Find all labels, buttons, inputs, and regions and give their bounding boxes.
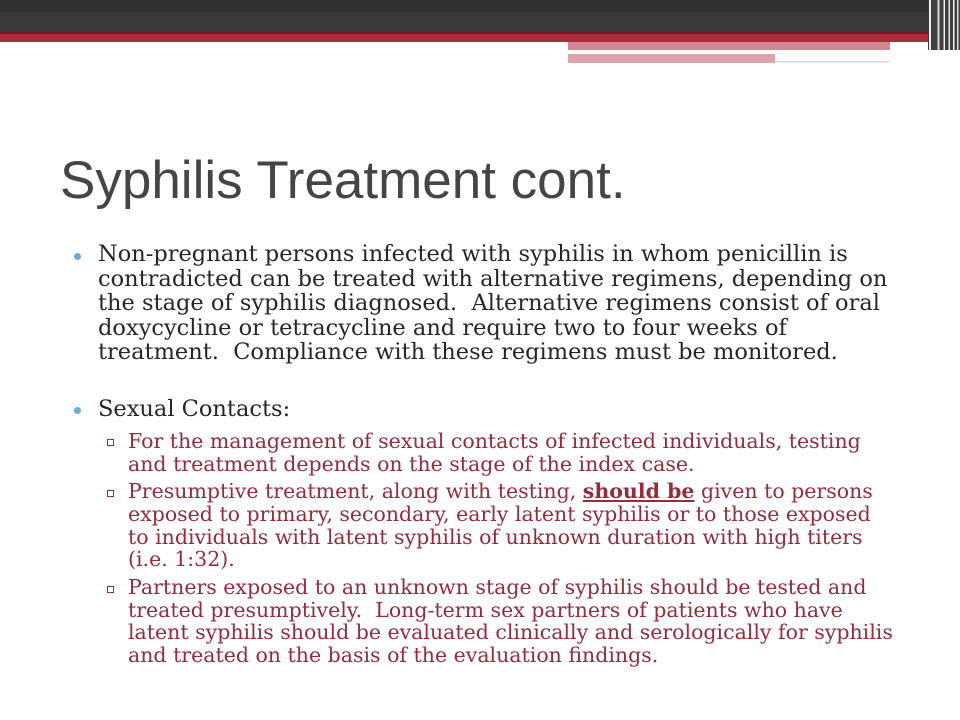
sub-bullet-line: and treatment depends on the stage of the index case. (128, 451, 695, 476)
sub-bullet-text: Presumptive treatment, along with testing, (128, 479, 583, 504)
square-bullet-icon (107, 586, 114, 593)
square-bullet-icon (107, 439, 114, 446)
stripe-line (953, 0, 955, 50)
right-edge-stripes (928, 0, 960, 50)
slide-body (0, 242, 960, 667)
top-red-band-edge (0, 32, 928, 34)
sub-bullet-line: exposed to primary, secondary, early latent syphilis or to those exposed (128, 501, 871, 526)
sub-bullet-line: and treated on the basis of the evaluation findings. (128, 643, 659, 668)
sub-bullet-item (98, 430, 960, 475)
top-dark-bar-shade (0, 0, 928, 12)
sub-bullet-item (98, 480, 960, 571)
bullet-line: Non-pregnant persons infected with syphilis in whom penicillin is (98, 241, 848, 267)
sub-bullet-text: given to persons (694, 479, 873, 504)
sub-bullet-line: treated presumptively. Long-term sex partners of patients who have (128, 597, 843, 622)
thin-gray-rule (775, 61, 889, 63)
stripe-line (929, 0, 931, 50)
bullet-line: treatment. Compliance with these regimens must be monitored. (98, 339, 838, 365)
square-bullet-icon (107, 490, 114, 497)
bullet-line: contradicted can be treated with alternative regimens, depending on (98, 265, 888, 292)
bullet-item (0, 242, 960, 365)
stripe-line (938, 0, 940, 50)
bullet-icon (74, 407, 81, 414)
sub-bullet-line: For the management of sexual contacts of infected individuals, testing (128, 428, 861, 453)
bullet-heading: Sexual Contacts: (98, 395, 291, 422)
stripe-line (944, 0, 946, 50)
emphasized-text: should be (582, 479, 695, 504)
sub-bullet-line: Partners exposed to an unknown stage of syphilis should be tested and (128, 575, 867, 600)
bullet-item (0, 397, 960, 667)
sub-bullet-line: (i.e. 1:32). (128, 547, 235, 572)
bullet-icon (74, 253, 81, 260)
sub-bullet-list (98, 430, 960, 667)
header-decoration (0, 0, 960, 66)
stripe-line (957, 0, 959, 50)
pink-band-lower (568, 54, 775, 63)
sub-bullet-line: latent syphilis should be evaluated clinically and serologically for syphilis (128, 620, 893, 645)
sub-bullet-line (128, 480, 960, 503)
sub-bullet-line: to individuals with latent syphilis of unknown duration with high titers (128, 524, 863, 549)
sub-bullet-item (98, 576, 960, 667)
pink-band-upper (568, 42, 890, 50)
stripe-line (949, 0, 951, 50)
slide-title: Syphilis Treatment cont. (60, 151, 626, 210)
bullet-line: the stage of syphilis diagnosed. Alternative regimens consist of oral (98, 290, 880, 316)
bullet-line: doxycycline or tetracycline and require two to four weeks of (98, 314, 787, 341)
